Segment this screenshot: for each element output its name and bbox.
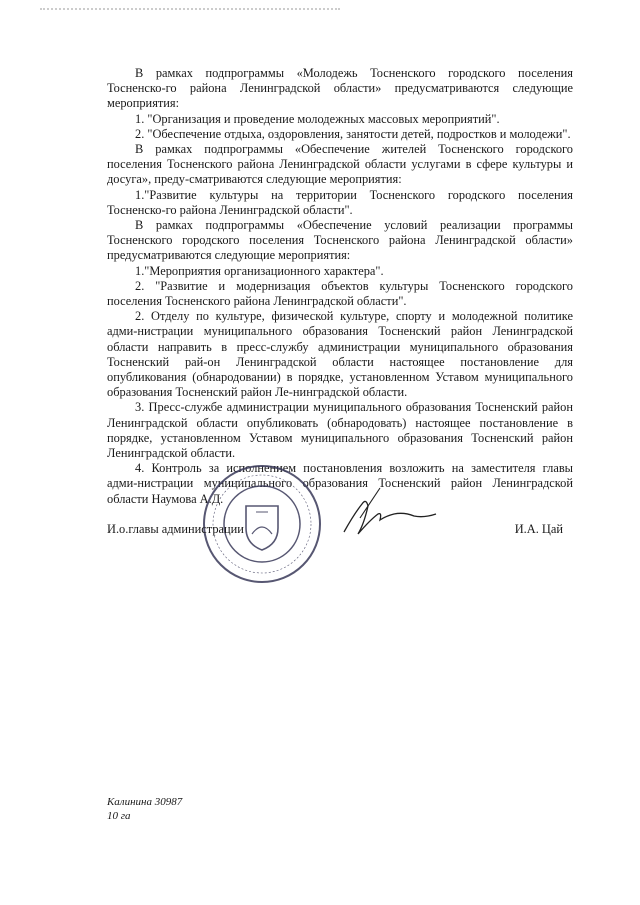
paragraph-8: 2. "Развитие и модернизация объектов культуры Тосненского городского поселения Тосненского района Ленинградской области". <box>107 278 573 309</box>
paragraph-1: В рамках подпрограммы «Молодежь Тосненского городского поселения Тосненско-го района Ленинградской области» предусматриваются следующие мероприятия: <box>107 66 573 111</box>
paragraph-6: В рамках подпрограммы «Обеспечение условий реализации программы Тосненского городского поселения Тосненского района Ленинградской области» предусматриваются следующие мероприятия: <box>107 218 573 263</box>
signature-block <box>107 522 573 542</box>
paragraph-9: 2. Отделу по культуре, физической культуре, спорту и молодежной политике адми-нистрации муниципального образования Тосненский район Ленинградской области направить в пресс-службу администрации муниципального образования Тосненский рай-он Ленинградской области настоящее постановление для опубликования (обнародовании) в порядке, установленном Уставом муниципального образования Тосненский район Ле-нинградской области. <box>107 309 573 400</box>
executor-info: Калинина 30987 <box>107 796 183 808</box>
copies-info: 10 га <box>107 810 131 822</box>
signer-name: И.А. Цай <box>514 522 563 536</box>
paragraph-3: 2. "Обеспечение отдыха, оздоровления, занятости детей, подростков и молодежи". <box>135 126 571 141</box>
paragraph-4: В рамках подпрограммы «Обеспечение жителей Тосненского городского поселения Тосненского района Ленинградской области услугами в сфере культуры и досуга», преду-сматриваются следующие мероприятия: <box>107 142 573 187</box>
paragraph-5: 1."Развитие культуры на территории Тосненского городского поселения Тосненско-го района Ленинградской области". <box>107 187 573 217</box>
signer-position: И.о.главы администрации <box>107 522 244 536</box>
paragraph-2: 1. "Организация и проведение молодежных массовых мероприятий". <box>135 111 500 126</box>
document-body <box>107 66 573 507</box>
paragraph-11: 4. Контроль за исполнением постановления возложить на заместителя главы адми-нистрации муниципального образования Тосненский район Ленинградской области Наумова А.Д. <box>107 461 573 506</box>
scan-artifact <box>40 8 340 13</box>
paragraph-7: 1."Мероприятия организационного характера". <box>135 263 384 278</box>
executor-footer <box>107 795 182 823</box>
paragraph-10: 3. Пресс-службе администрации муниципального образования Тосненский район Ленинградской области опубликовать (обнародовать) настоящее постановление в порядке, установленном Уставом муниципального образования Тосненский район Ленинградской области. <box>107 400 573 461</box>
